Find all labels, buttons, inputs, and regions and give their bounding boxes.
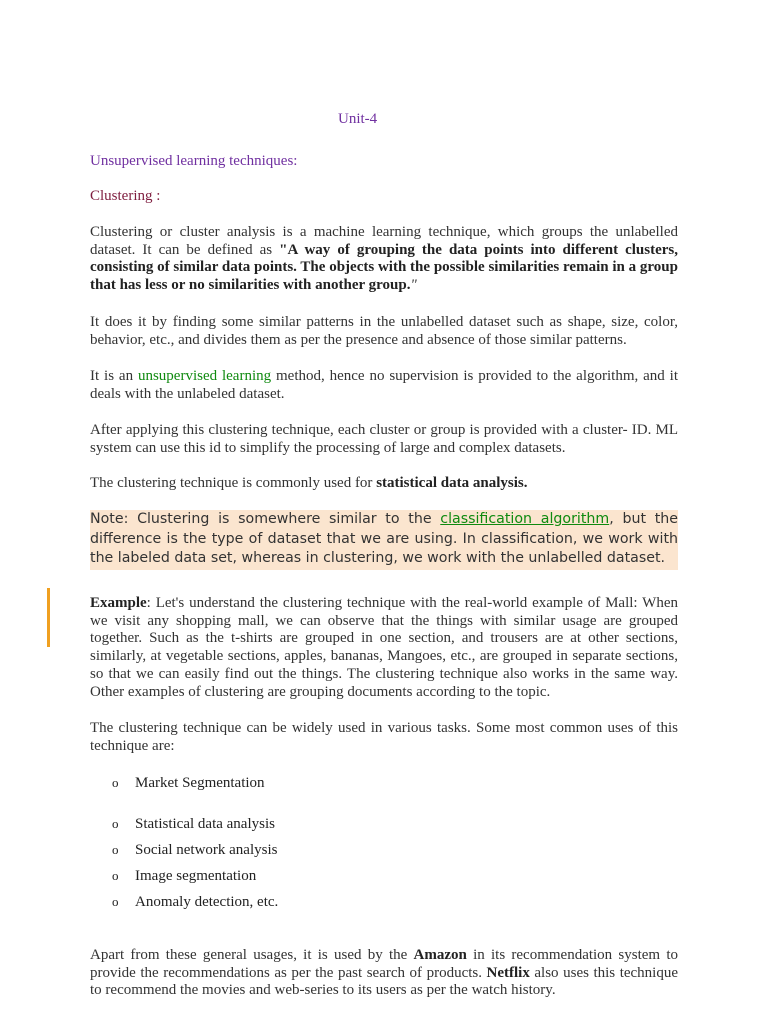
recommendation-text-after: also uses this technique to recommend the movies and web-series to its users as per the watch history.: [90, 964, 678, 999]
definition-quote: "A way of grouping the data points into different clusters, consisting of similar data points. The objects with the possible similarities remain in a group that has less or no similarities with another group.: [90, 241, 678, 294]
definition-paragraph: [90, 224, 678, 295]
list-item: [90, 867, 678, 893]
section-heading: Unsupervised learning techniques:: [90, 153, 298, 169]
example-paragraph: [90, 595, 678, 701]
definition-text: Clustering or cluster analysis is a machine learning technique, which groups the unlabelled dataset. It can be defined as: [90, 224, 678, 258]
note-text-before: Note: Clustering is somewhere similar to the: [90, 511, 441, 527]
definition-quote-end: ": [410, 277, 417, 294]
list-item-label: Social network analysis: [135, 842, 278, 858]
unsupervised-text-before: It is an: [90, 368, 138, 384]
revision-bar: [47, 588, 50, 647]
unit-title: Unit-4: [338, 111, 378, 127]
statistical-paragraph: [90, 475, 678, 493]
uses-list: [90, 815, 678, 919]
example-label: Example: [90, 595, 147, 611]
unsupervised-learning-link[interactable]: unsupervised learning: [137, 368, 272, 384]
bullet-mark: o: [112, 842, 119, 857]
list-item-label: Market Segmentation: [135, 775, 265, 791]
netflix-bold: Netflix: [486, 964, 530, 981]
list-item-label: Anomaly detection, etc.: [135, 894, 279, 910]
clustering-heading: Clustering :: [90, 188, 161, 204]
statistical-text: The clustering technique is commonly used for: [90, 475, 377, 491]
amazon-bold: Amazon: [413, 947, 467, 963]
note-text-after: , but the difference is the type of dataset that we are using. In classification, we work with the labeled data set, whereas in clustering, we work with the unlabelled dataset.: [90, 511, 678, 567]
bullet-mark: o: [112, 775, 119, 790]
classification-algorithm-link[interactable]: classification algorithm: [440, 511, 610, 527]
recommendation-paragraph: [90, 947, 678, 1000]
bullet-mark: o: [112, 816, 119, 831]
unsupervised-text-after: method, hence no supervision is provided to the algorithm, and it deals with the unlabeled dataset.: [90, 368, 678, 402]
statistical-bold: statistical data analysis.: [376, 475, 528, 491]
list-item: [90, 774, 678, 800]
unsupervised-paragraph: [90, 368, 678, 403]
recommendation-text-before: Apart from these general usages, it is used by the: [90, 947, 414, 963]
list-item-label: Statistical data analysis: [135, 816, 275, 832]
list-item: [90, 815, 678, 841]
note-box: [90, 510, 678, 570]
list-item: [90, 893, 678, 919]
pattern-paragraph: It does it by finding some similar patterns in the unlabelled dataset such as shape, size, color, behavior, etc., and divides them as per the presence and absence of those similar patterns.: [90, 314, 678, 348]
list-item: [90, 841, 678, 867]
recommendation-text-middle: in its recommendation system to provide the recommendations as per the past search of products.: [90, 947, 678, 981]
example-text: : Let's understand the clustering technique with the real-world example of Mall: When we visit any shopping mall, we can observe that the things with similar usage are grouped together. Such as the t-shirts are grouped in one section, and trousers are at other sections, similarly, at vegetable sections, apples, bananas, Mangoes, etc., are grouped in separate sections, so that we can easily find out the things. The clustering technique also works in the same way. Other examples of clustering are grouping documents according to the topic.: [90, 595, 678, 700]
list-item-label: Image segmentation: [135, 868, 257, 884]
cluster-id-paragraph: After applying this clustering technique, each cluster or group is provided with a cluster- ID. ML system can use this id to simplify the processing of large and complex datasets.: [90, 422, 678, 456]
bullet-mark: o: [112, 868, 119, 883]
bullet-mark: o: [112, 894, 119, 909]
uses-list-first: [90, 774, 678, 800]
uses-intro-paragraph: The clustering technique can be widely used in various tasks. Some most common uses of this technique are:: [90, 720, 678, 754]
